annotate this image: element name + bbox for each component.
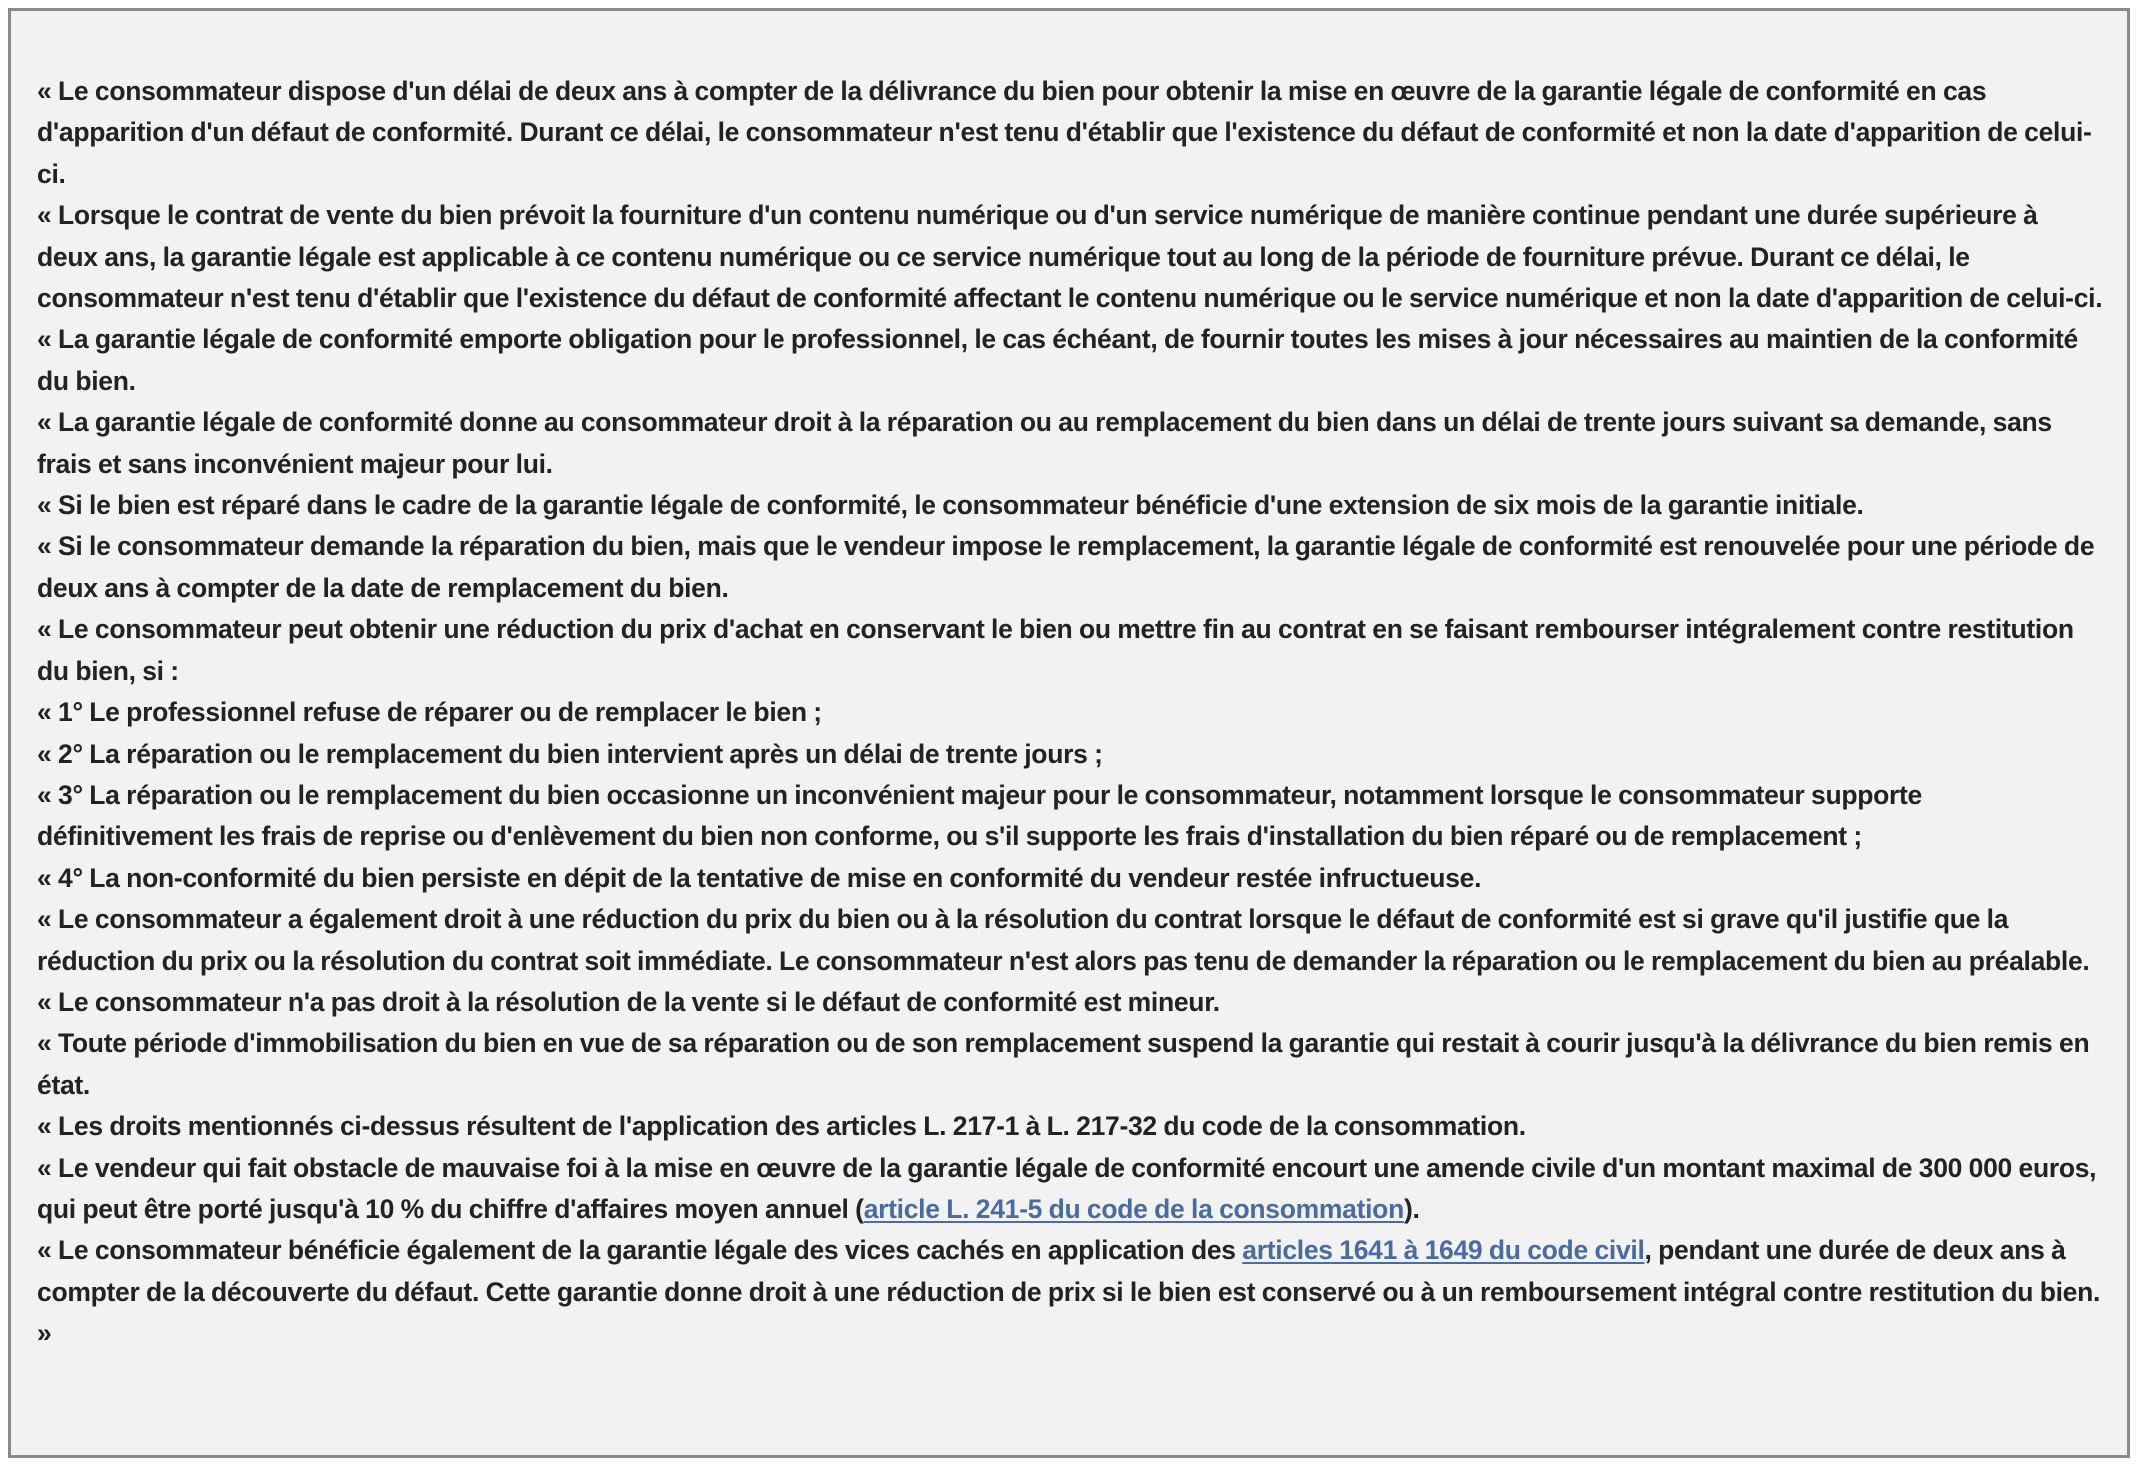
hidden-defects-text-before: « Le consommateur bénéficie également de la garantie légale des vices cachés en application des xyxy=(37,1235,1243,1266)
paragraph-4: « La garantie légale de conformité donne au consommateur droit à la réparation ou au remplacement du bien dans un délai de trente jours suivant sa demande, sans frais et sans inconvénient majeur pour lui. xyxy=(37,407,2052,479)
paragraph-12: « Le consommateur a également droit à une réduction du prix du bien ou à la résolution du contrat lorsque le défaut de conformité est si grave qu'il justifie que la réduction du prix ou la résolution du contrat soit immédiate. Le consommateur n'est alors pas tenu de demander la réparation ou le remplacement du bien au préalable. xyxy=(37,904,2090,976)
hidden-defects-text-after: , pendant une durée de deux ans à compter de la découverte du défaut. Cette garantie donne droit à une réduction de prix si le bien est conservé ou à un remboursement intégral contre restitution du bien. » xyxy=(37,1235,2101,1349)
paragraph-8: « 1° Le professionnel refuse de réparer ou de remplacer le bien ; xyxy=(37,697,822,728)
penalty-paragraph xyxy=(37,1148,2103,1231)
article-l241-5-link[interactable]: article L. 241-5 du code de la consommation xyxy=(863,1193,1404,1224)
paragraph-9: « 2° La réparation ou le remplacement du bien intervient après un délai de trente jours ; xyxy=(37,738,1103,769)
paragraph-5: « Si le bien est réparé dans le cadre de la garantie légale de conformité, le consommateur bénéficie d'une extension de six mois de la garantie initiale. xyxy=(37,490,1864,521)
paragraph-3: « La garantie légale de conformité emporte obligation pour le professionnel, le cas échéant, de fournir toutes les mises à jour nécessaires au maintien de la conformité du bien. xyxy=(37,324,2078,396)
paragraph-11: « 4° La non-conformité du bien persiste en dépit de la tentative de mise en conformité du vendeur restée infructueuse. xyxy=(37,862,1482,893)
paragraph-13: « Le consommateur n'a pas droit à la résolution de la vente si le défaut de conformité est mineur. xyxy=(37,986,1220,1017)
paragraph-1: « Le consommateur dispose d'un délai de deux ans à compter de la délivrance du bien pour obtenir la mise en œuvre de la garantie légale de conformité en cas d'apparition d'un défaut de conformité. Durant ce délai, le consommateur n'est tenu d'établir que l'existence du défaut de conformité et non la date d'apparition de celui-ci. xyxy=(37,76,2092,189)
penalty-text-after: ). xyxy=(1403,1193,1420,1224)
document-frame xyxy=(8,8,2130,1458)
paragraph-7: « Le consommateur peut obtenir une réduction du prix d'achat en conservant le bien ou mettre fin au contrat en se faisant rembourser intégralement contre restitution du bien, si : xyxy=(37,614,2074,686)
civil-code-articles-link[interactable]: articles 1641 à 1649 du code civil xyxy=(1242,1235,1645,1266)
penalty-text-before: « Le vendeur qui fait obstacle de mauvaise foi à la mise en œuvre de la garantie légale de conformité encourt une amende civile d'un montant maximal de 300 000 euros, qui peut être porté jusqu'à 10 % du chiffre d'affaires moyen annuel ( xyxy=(37,1152,2097,1224)
legal-text xyxy=(37,71,2103,1355)
hidden-defects-paragraph xyxy=(37,1230,2103,1354)
paragraph-10: « 3° La réparation ou le remplacement du bien occasionne un inconvénient majeur pour le consommateur, notamment lorsque le consommateur supporte définitivement les frais de reprise ou d'enlèvement du bien non conforme, ou s'il supporte les frais d'installation du bien réparé ou de remplacement ; xyxy=(37,779,1922,852)
paragraph-14: « Toute période d'immobilisation du bien en vue de sa réparation ou de son remplacement suspend la garantie qui restait à courir jusqu'à la délivrance du bien remis en état. xyxy=(37,1028,2090,1100)
paragraph-15: « Les droits mentionnés ci-dessus résultent de l'application des articles L. 217-1 à L. 217-32 du code de la consommation. xyxy=(37,1111,1526,1142)
paragraph-2: « Lorsque le contrat de vente du bien prévoit la fourniture d'un contenu numérique ou d'un service numérique de manière continue pendant une durée supérieure à deux ans, la garantie légale est applicable à ce contenu numérique ou ce service numérique tout au long de la période de fourniture prévue. Durant ce délai, le consommateur n'est tenu d'établir que l'existence du défaut de conformité affectant le contenu numérique ou le service numérique et non la date d'apparition de celui-ci. xyxy=(37,200,2103,314)
paragraph-6: « Si le consommateur demande la réparation du bien, mais que le vendeur impose le remplacement, la garantie légale de conformité est renouvelée pour une période de deux ans à compter de la date de remplacement du bien. xyxy=(37,531,2095,603)
